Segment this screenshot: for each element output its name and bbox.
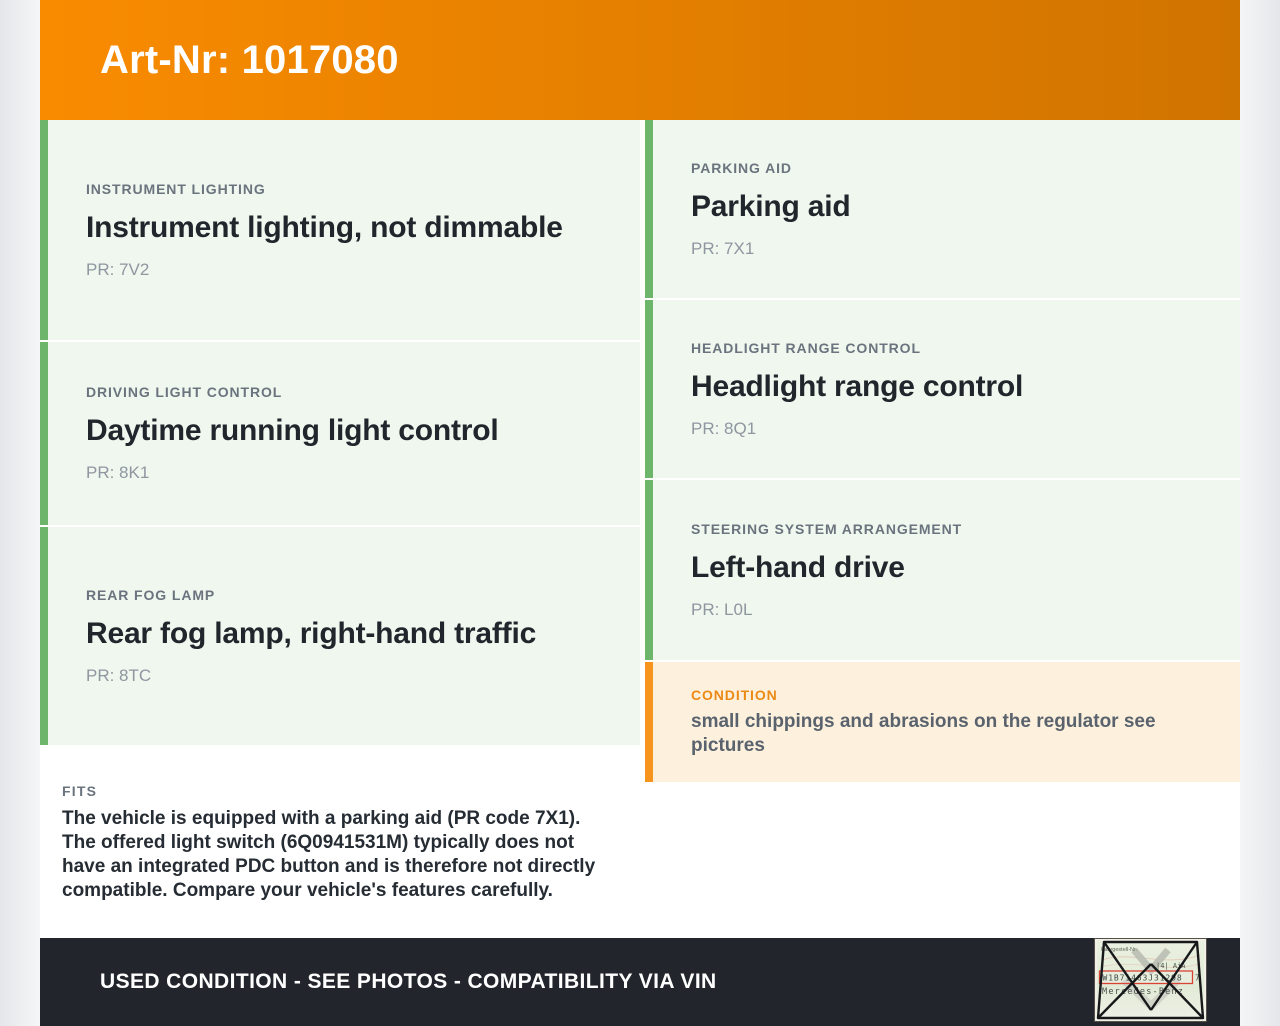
sticker-caption: Fahrgestell-Nr.	[1101, 947, 1138, 953]
condition-card	[645, 662, 1240, 782]
page-title: Art-Nr: 1017080	[100, 37, 399, 82]
sticker-vin-suffix: 7	[1195, 973, 1200, 983]
header	[40, 0, 1240, 120]
feature-pr-code: PR: 7V2	[86, 259, 150, 279]
left-column	[40, 120, 640, 938]
fits-card	[40, 747, 640, 938]
feature-card-instrument-lighting	[40, 120, 640, 340]
feature-title: Rear fog lamp, right-hand traffic	[86, 616, 537, 650]
vin-sticker-photo	[1094, 938, 1207, 1022]
feature-label: INSTRUMENT LIGHTING	[86, 180, 266, 197]
envelope-icon	[1094, 938, 1207, 1022]
feature-title: Left-hand drive	[691, 550, 905, 584]
feature-title: Instrument lighting, not dimmable	[86, 210, 563, 244]
condition-text: small chippings and abrasions on the regulator see pictures	[691, 710, 1156, 756]
footer-banner	[40, 938, 1240, 1026]
feature-pr-code: PR: 8TC	[86, 665, 152, 685]
feature-pr-code: PR: 7X1	[691, 238, 755, 258]
feature-pr-code: PR: 8Q1	[691, 418, 757, 438]
feature-card-headlight-range-control	[645, 300, 1240, 478]
feature-card-parking-aid	[645, 120, 1240, 298]
feature-label: DRIVING LIGHT CONTROL	[86, 384, 283, 400]
sticker-vin: W1B71463J31298	[1102, 973, 1183, 983]
fits-label: FITS	[62, 782, 98, 799]
feature-card-steering-arrangement	[645, 480, 1240, 660]
feature-label: HEADLIGHT RANGE CONTROL	[691, 339, 921, 356]
feature-grid	[40, 120, 1240, 938]
feature-title: Headlight range control	[691, 369, 1024, 403]
feature-card-rear-fog-lamp	[40, 527, 640, 745]
feature-pr-code: PR: 8K1	[86, 463, 150, 482]
feature-card-driving-light-control	[40, 342, 640, 525]
fits-text: The vehicle is equipped with a parking aid (PR code 7X1). The offered light switch (6Q0941531M) typically does not have an integrated PDC button and is therefore not directly compatible. Compare your vehicle's features carefully.	[62, 807, 596, 901]
feature-title: Parking aid	[691, 189, 851, 223]
sticker-brand: Mercedes-Benz	[1102, 987, 1185, 997]
feature-title: Daytime running light control	[86, 414, 499, 447]
condition-label: CONDITION	[691, 686, 778, 703]
sticker-stamp: |4| AiA	[1156, 962, 1186, 970]
feature-pr-code: PR: L0L	[691, 599, 753, 619]
right-column	[645, 120, 1240, 782]
feature-label: REAR FOG LAMP	[86, 586, 216, 603]
feature-label: PARKING AID	[691, 159, 792, 176]
footer-text: USED CONDITION - SEE PHOTOS - COMPATIBILITY VIA VIN	[100, 970, 717, 993]
feature-label: STEERING SYSTEM ARRANGEMENT	[691, 520, 963, 537]
listing-page	[40, 0, 1240, 1026]
